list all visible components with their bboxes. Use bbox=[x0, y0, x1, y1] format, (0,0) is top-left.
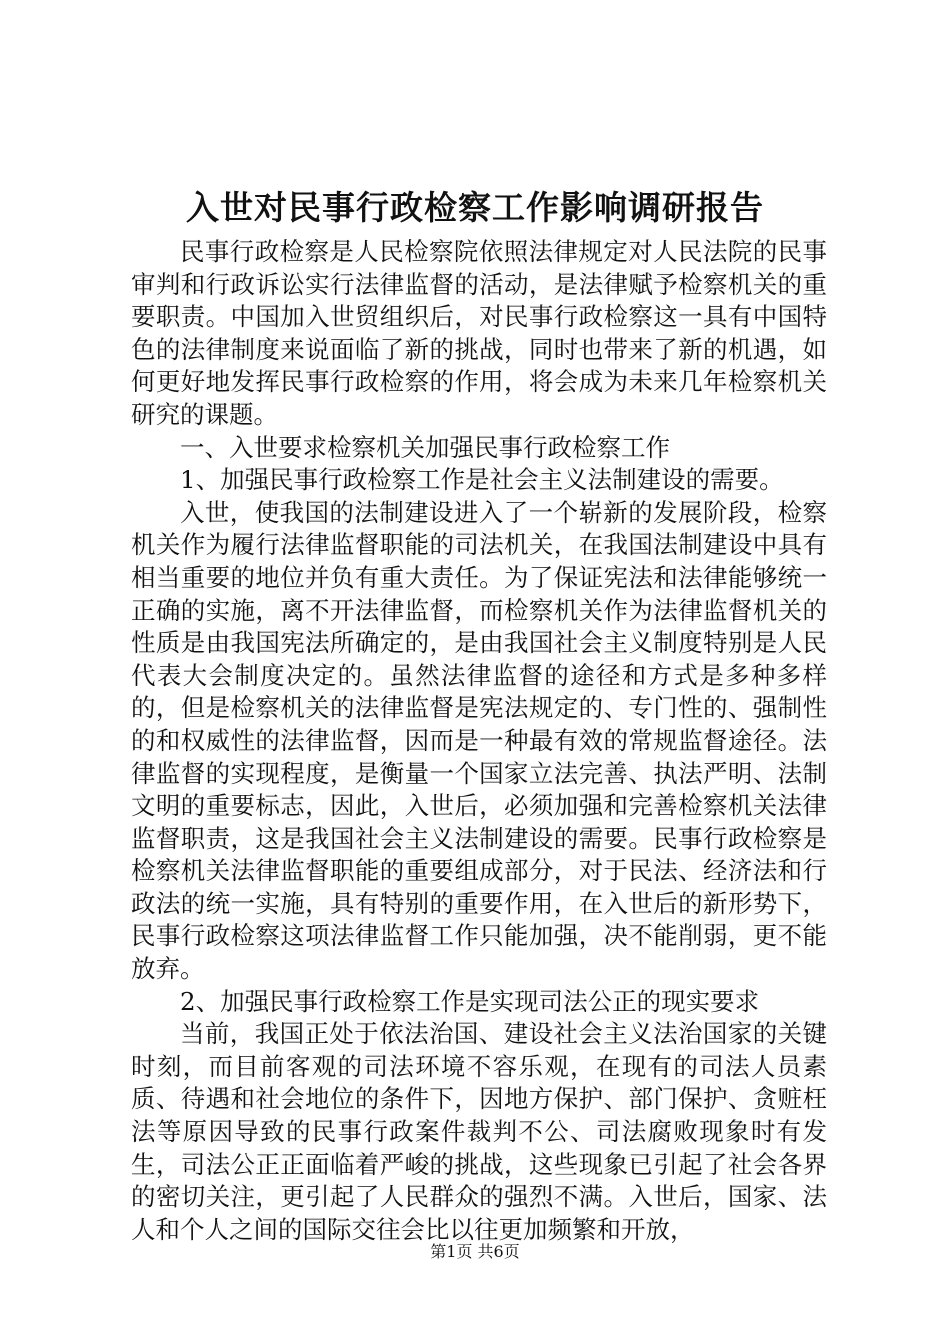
body-paragraph-2: 当前，我国正处于依法治国、建设社会主义法治国家的关键时刻，而目前客观的司法环境不容乐观，在现有的司法人员素质、待遇和社会地位的条件下，因地方保护、部门保护、贪赃枉法等原因导致的民事行政案件裁判不公、司法腐败现象时有发生，司法公正正面临着严峻的挑战，这些现象已引起了社会各界的密切关注，更引起了人民群众的强烈不满。入世后，国家、法人和个人之间的国际交往会比以往更加频繁和开放， bbox=[131, 1019, 827, 1244]
document-body bbox=[131, 236, 827, 1246]
intro-paragraph: 民事行政检察是人民检察院依照法律规定对人民法院的民事审判和行政诉讼实行法律监督的活动，是法律赋予检察机关的重要职责。中国加入世贸组织后，对民事行政检察这一具有中国特色的法律制度来说面临了新的挑战，同时也带来了新的机遇，如何更好地发挥民事行政检察的作用，将会成为未来几年检察机关研究的课题。 bbox=[131, 237, 827, 429]
section-heading-1: 一、入世要求检察机关加强民事行政检察工作 bbox=[180, 432, 670, 462]
document-title: 入世对民事行政检察工作影响调研报告 bbox=[186, 188, 764, 227]
subsection-heading-2: 2、加强民事行政检察工作是实现司法公正的现实要求 bbox=[180, 986, 760, 1016]
page-footer: 第1页 共6页 bbox=[430, 1242, 520, 1261]
body-paragraph-1: 入世，使我国的法制建设进入了一个崭新的发展阶段，检察机关作为履行法律监督职能的司法机关，在我国法制建设中具有相当重要的地位并负有重大责任。为了保证宪法和法律能够统一正确的实施，离不开法律监督，而检察机关作为法律监督机关的性质是由我国宪法所确定的，是由我国社会主义制度特别是人民代表大会制度决定的。虽然法律监督的途径和方式是多种多样的，但是检察机关的法律监督是宪法规定的、专门性的、强制性的和权威性的法律监督，因而是一种最有效的常规监督途径。法律监督的实现程度，是衡量一个国家立法完善、执法严明、法制文明的重要标志，因此，入世后，必须加强和完善检察机关法律监督职责，这是我国社会主义法制建设的需要。民事行政检察是检察机关法律监督职能的重要组成部分，对于民法、经济法和行政法的统一实施，具有特别的重要作用，在入世后的新形势下，民事行政检察这项法律监督工作只能加强，决不能削弱，更不能放弃。 bbox=[131, 497, 827, 984]
subsection-heading-1: 1、加强民事行政检察工作是社会主义法制建设的需要。 bbox=[180, 465, 784, 495]
